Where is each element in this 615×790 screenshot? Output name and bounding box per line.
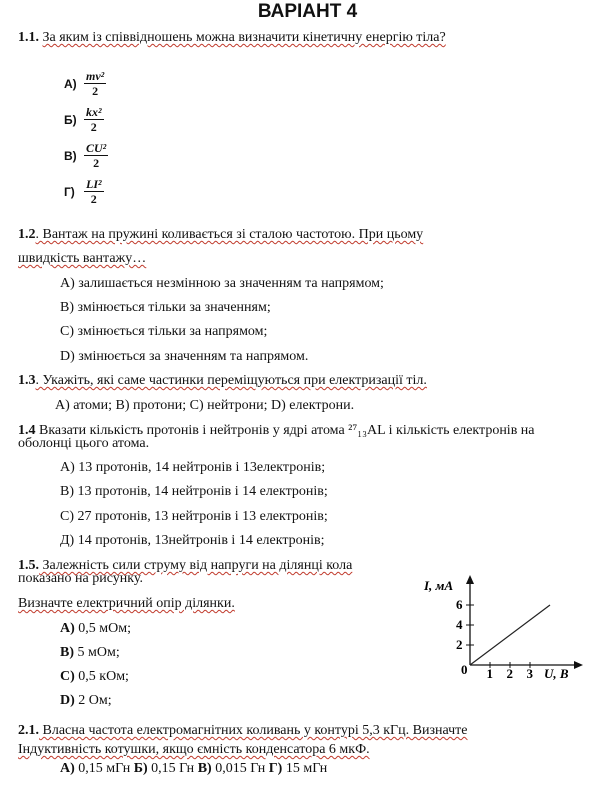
question-number: 1.2 — [18, 227, 36, 242]
option-b[interactable]: В) змінюється тільки за значенням; — [60, 300, 271, 315]
option-c[interactable]: С) 27 протонів, 13 нейтронів і 13 електронів; — [60, 509, 328, 524]
formula: $\frac{\text{CU²}}{2}$ — [86, 141, 107, 170]
option-text: 0,15 мГн — [74, 761, 134, 776]
option-text: 15 мГн — [282, 761, 328, 776]
origin-label: 0 — [461, 662, 468, 677]
option-text: 0,15 Гн — [147, 761, 198, 776]
option-letter: В) — [64, 149, 77, 163]
option-c[interactable]: С) змінюється тільки за напрямом; — [60, 324, 268, 339]
question-number: 1.4 — [18, 423, 36, 438]
question-number: 1.5. — [18, 558, 39, 573]
y-axis-arrow — [466, 575, 474, 584]
option-letter: А) — [64, 77, 77, 91]
question-number: 2.1. — [18, 723, 39, 738]
x-axis-label: U, B — [544, 666, 569, 681]
question-text: Залежність сили струму від напруги на ділянці кола — [39, 558, 353, 573]
option-d[interactable]: D) 2 Ом; — [60, 693, 112, 708]
question-text: Власна частота електромагнітних коливань у контурі 5,3 кГц. Визначте — [39, 723, 468, 738]
option-d[interactable]: D) змінюється за значенням та напрямом. — [60, 349, 309, 364]
option-letter: А) — [60, 761, 75, 776]
question-2-1 — [18, 723, 468, 739]
question-text: За яким із співвідношень можна визначити кінетичну енергію тіла? — [42, 30, 446, 45]
options-row[interactable]: А) атоми; В) протони; С) нейтрони; D) електрони. — [55, 398, 355, 413]
option-a[interactable]: А) залишається незмінною за значенням та напрямом; — [60, 276, 384, 291]
question-text: . Вантаж на пружині коливається зі сталою частотою. При цьому — [35, 227, 424, 242]
current-voltage-chart — [420, 570, 590, 685]
question-text-cont: оболонці цього атома. — [18, 436, 150, 451]
question-text: Вказати кількість протонів і нейтронів у ядрі атома ²⁷₁₃AL і кількість електронів на — [35, 423, 535, 438]
option-b[interactable]: В) 5 мОм; — [60, 645, 120, 660]
x-tick-label-2: 2 — [506, 666, 513, 681]
question-1-3 — [18, 373, 427, 389]
option-letter: Б) — [64, 113, 77, 127]
option-c[interactable] — [64, 142, 108, 170]
y-tick-label-6: 6 — [456, 597, 463, 612]
option-letter: Г) — [268, 761, 283, 776]
question-text-cont: показано на рисунку. — [18, 571, 143, 586]
option-b[interactable] — [64, 106, 104, 134]
question-number: 1.1. — [18, 30, 39, 45]
x-axis-arrow — [574, 661, 583, 669]
option-b[interactable]: В) 13 протонів, 14 нейтронів і 14 електронів; — [60, 484, 328, 499]
y-axis-label: I, мА — [424, 578, 454, 593]
formula: $\frac{\text{kx²}}{2}$ — [86, 105, 102, 134]
series-line — [470, 605, 550, 665]
formula: $\frac{\text{LI²}}{2}$ — [86, 177, 102, 206]
x-tick-label-3: 3 — [526, 666, 533, 681]
option-a[interactable] — [64, 70, 106, 98]
question-text-cont: швидкість вантажу… — [18, 251, 147, 266]
option-d[interactable] — [64, 178, 104, 206]
y-tick-label-4: 4 — [456, 617, 463, 632]
formula: $\frac{\text{mv²}}{2}$ — [86, 69, 105, 98]
option-letter: Г) — [64, 185, 75, 199]
page-title: ВАРІАНТ 4 — [257, 1, 358, 22]
option-a[interactable]: А) 13 протонів, 14 нейтронів і 13електронів; — [60, 460, 326, 475]
question-1-1 — [18, 30, 446, 46]
option-c[interactable]: С) 0,5 кОм; — [60, 669, 129, 684]
x-tick-label-1: 1 — [486, 666, 493, 681]
question-text: . Укажіть, які саме частинки переміщуються при електризації тіл. — [35, 373, 427, 388]
y-tick-label-2: 2 — [456, 637, 463, 652]
options-row[interactable] — [60, 761, 327, 777]
question-text-cont: Визначте електричний опір ділянки. — [18, 596, 235, 611]
question-number: 1.3 — [18, 373, 36, 388]
question-1-2 — [18, 227, 423, 243]
question-text-cont: Індуктивність котушки, якщо ємність конденсатора 6 мкФ. — [18, 742, 370, 757]
option-d[interactable]: Д) 14 протонів, 13нейтронів і 14 електронів; — [60, 533, 325, 548]
option-a[interactable]: А) 0,5 мОм; — [60, 621, 131, 636]
option-letter: Б) — [133, 761, 148, 776]
option-text: 0,015 Гн — [211, 761, 269, 776]
option-letter: В) — [197, 761, 212, 776]
